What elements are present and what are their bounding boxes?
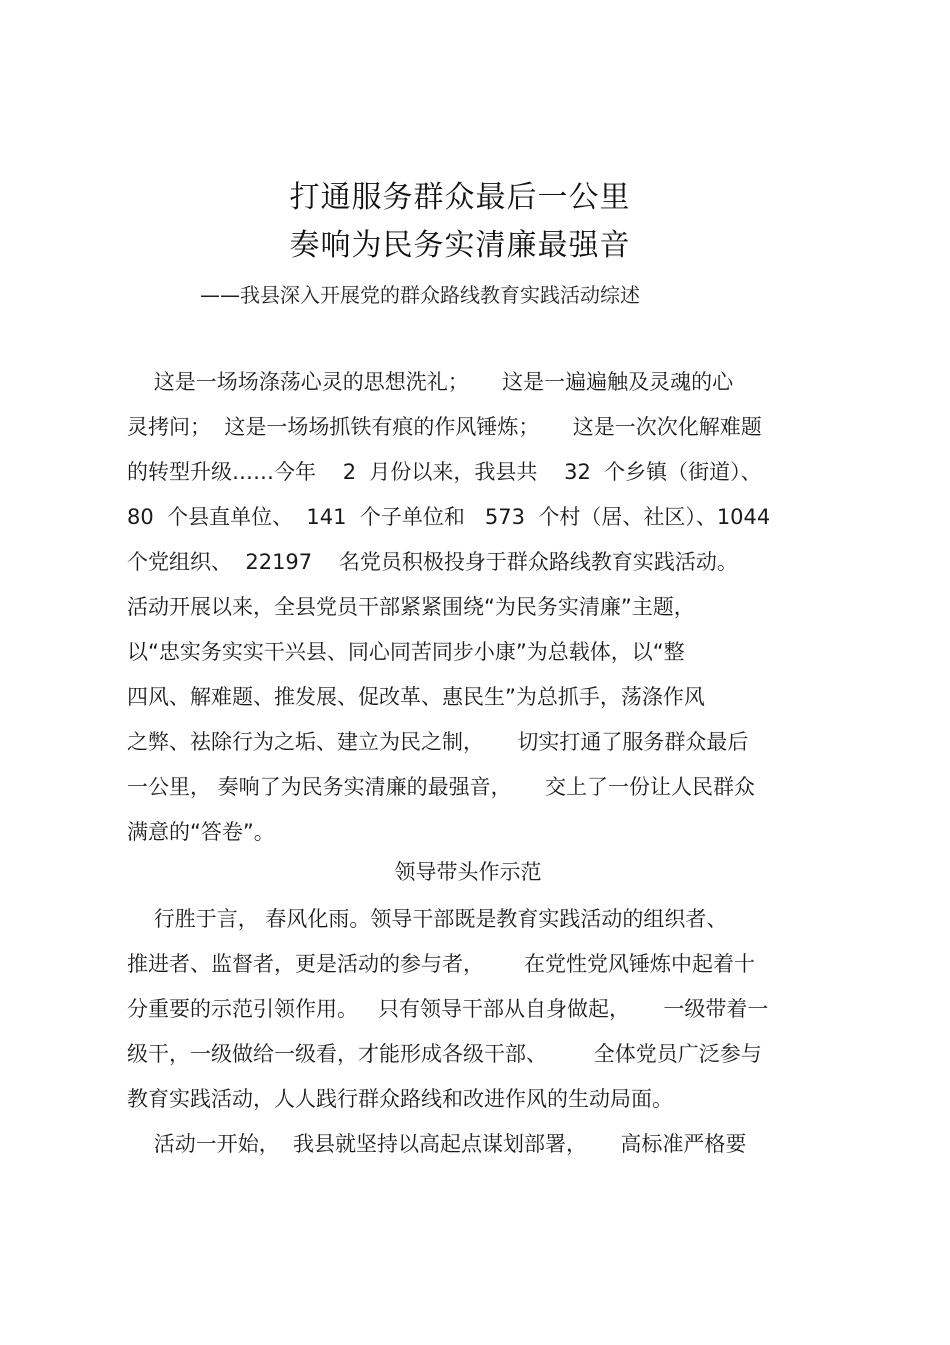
section-heading: 领导带头作示范	[394, 860, 542, 884]
subtitle: ——我县深入开展党的群众路线教育实践活动综述	[200, 283, 640, 307]
paragraph-line: 一公里， 奏响了为民务实清廉的最强音， 交上了一份让人民群众	[127, 775, 756, 799]
paragraph-line: 满意的“答卷”。	[127, 820, 275, 844]
title-line-2: 奏响为民务实清廉最强音	[289, 228, 631, 263]
paragraph-line: 四风、解难题、推发展、促改革、惠民生”为总抓手，荡涤作风	[127, 685, 705, 709]
paragraph-line: 推进者、监督者，更是活动的参与者， 在党性党风锤炼中起着十	[127, 952, 756, 976]
paragraph-line: 行胜于言， 春风化雨。领导干部既是教育实践活动的组织者、	[127, 907, 728, 931]
paragraph-line: 活动开展以来，全县党员干部紧紧围绕“为民务实清廉”主题，	[127, 595, 695, 619]
paragraph-line: 级干，一级做给一级看，才能形成各级干部、 全体党员广泛参与	[127, 1042, 762, 1066]
paragraph-line: 灵拷问； 这是一场场抓铁有痕的作风锤炼； 这是一次次化解难题	[127, 415, 762, 439]
paragraph-line: 这是一场场涤荡心灵的思想洗礼； 这是一遍遍触及灵魂的心	[127, 370, 734, 394]
paragraph-line: 以“忠实务实实干兴县、同心同苦同步小康”为总载体，以“整	[127, 640, 685, 664]
paragraph-line: 之弊、祛除行为之垢、建立为民之制， 切实打通了服务群众最后	[127, 730, 749, 754]
paragraph-line: 活动一开始， 我县就坚持以高起点谋划部署， 高标准严格要	[127, 1132, 747, 1156]
paragraph-line: 分重要的示范引领作用。 只有领导干部从自身做起， 一级带着一	[127, 997, 769, 1021]
paragraph-line: 80 个县直单位、 141 个子单位和 573 个村（居、社区）、1044	[127, 505, 771, 529]
paragraph-line: 个党组织、 22197 名党员积极投身于群众路线教育实践活动。	[127, 550, 738, 574]
title-line-1: 打通服务群众最后一公里	[289, 180, 631, 215]
paragraph-line: 的转型升级……今年 2 月份以来，我县共 32 个乡镇（街道）、	[127, 460, 762, 484]
paragraph-line: 教育实践活动，人人践行群众路线和改进作风的生动局面。	[127, 1087, 673, 1111]
